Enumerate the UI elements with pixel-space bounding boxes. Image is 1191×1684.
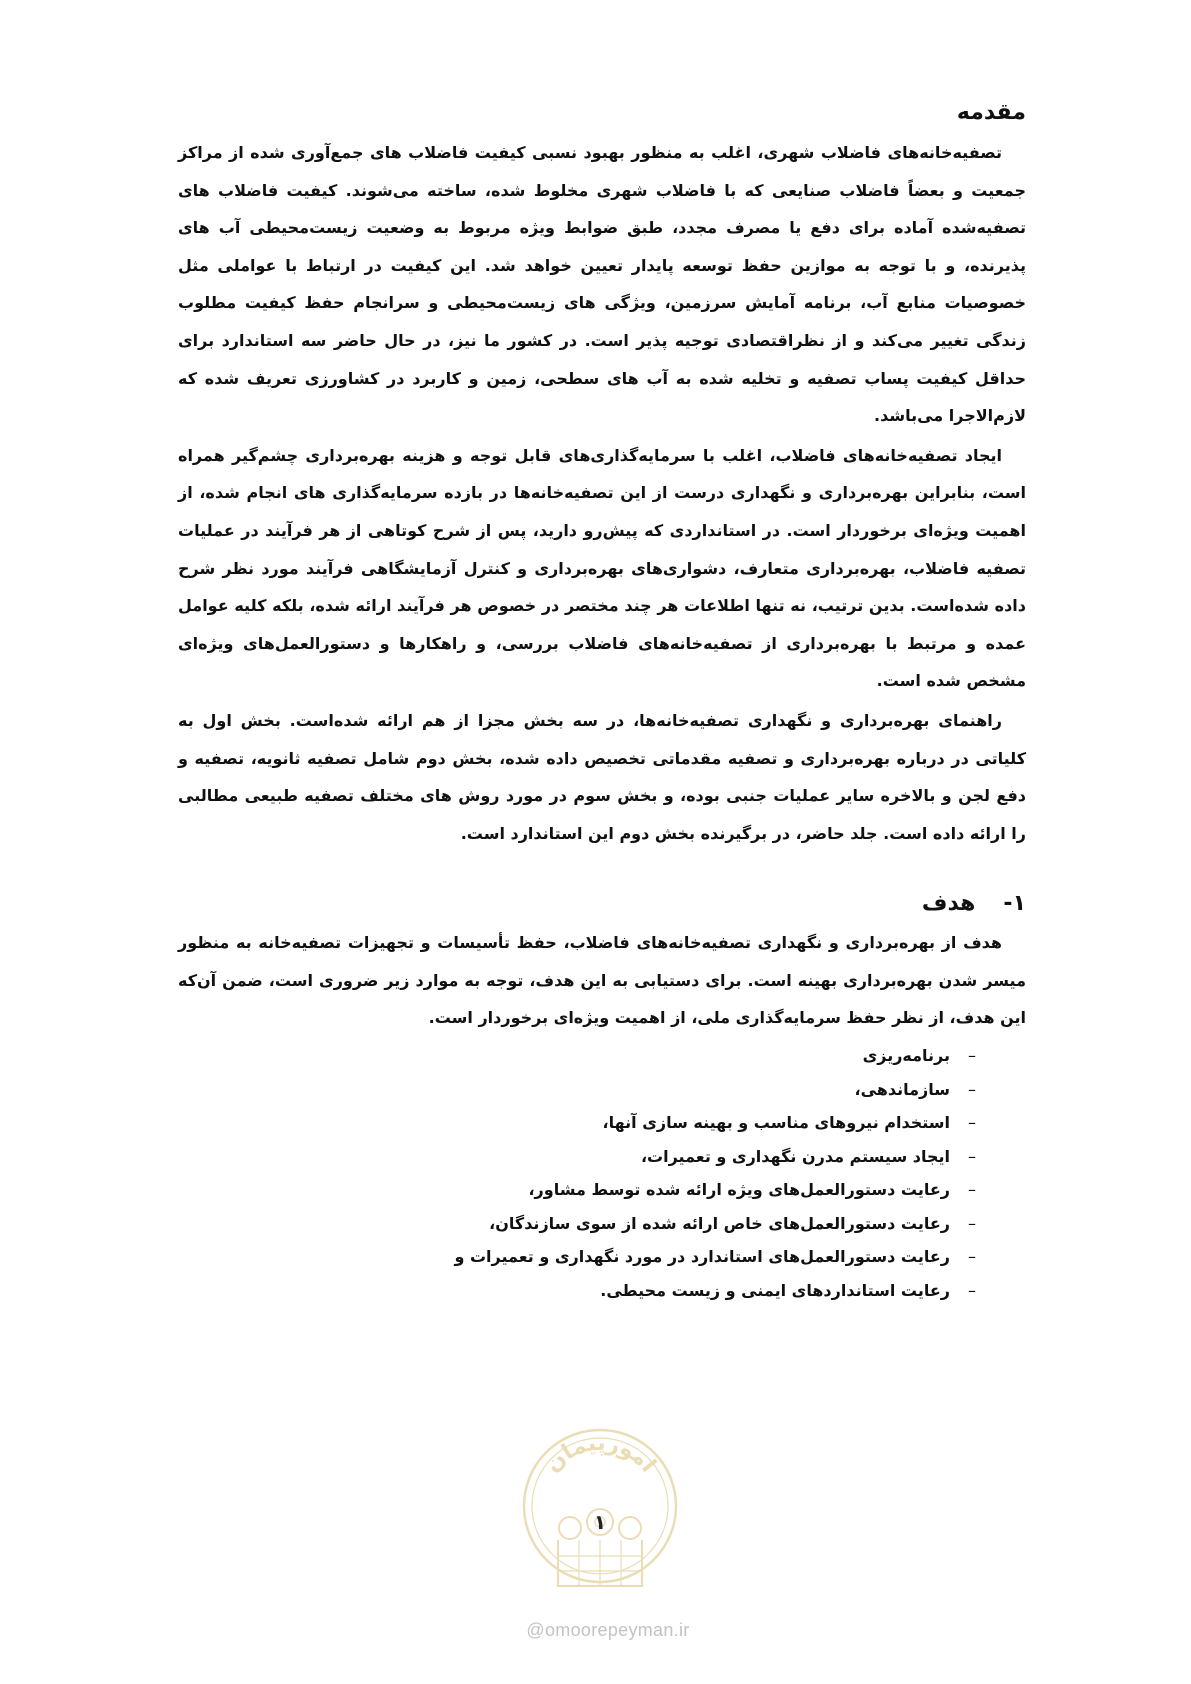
list-item-text: استخدام نیروهای مناسب و بهینه سازی آنها، bbox=[602, 1113, 950, 1133]
intro-paragraph-1: تصفیه‌خانه‌های فاضلاب شهری، اغلب به منظور بهبود نسبی کیفیت فاضلاب های جمع‌آوری شده از مراکز جمعیت و بعضاً فاضلاب صنایعی که با فاضلاب شهری مخلوط شده، ساخته می‌شوند. کیفیت فاضلاب های تصفیه‌شده آماده برای دفع یا مصرف مجدد، طبق ضوابط ویژه مربوط به وضعیت زیست‌محیطی آب های پذیرنده، و با توجه به موازین حفظ توسعه پایدار تعیین خواهد شد. این کیفیت در ارتباط با عواملی مثل خصوصیات منابع آب، برنامه آمایش سرزمین، ویژگی های زیست‌محیطی و سرانجام حفظ کیفیت مطلوب زندگی تغییر می‌کند و از نظراقتصادی توجیه پذیر است. در کشور ما نیز، در حال حاضر سه استاندارد برای حداقل کیفیت پساب تصفیه و تخلیه شده به آب های سطحی، زمین و کاربرد در کشاورزی تعریف شده که لازم‌الاجرا می‌باشد. bbox=[178, 143, 1026, 426]
list-dash: – bbox=[968, 1079, 976, 1099]
list-dash: – bbox=[968, 1247, 976, 1267]
list-dash: – bbox=[968, 1146, 976, 1166]
list-item bbox=[178, 1039, 976, 1073]
list-item-text: رعایت دستورالعمل‌های استاندارد در مورد نگهداری و تعمیرات و bbox=[454, 1247, 950, 1267]
watermark-text: @omoorepeyman.ir bbox=[526, 1620, 690, 1640]
page-content bbox=[178, 96, 1026, 1307]
intro-title: مقدمه bbox=[956, 100, 1026, 125]
section-1-paragraph: هدف از بهره‌برداری و نگهداری تصفیه‌خانه‌های فاضلاب، حفظ تأسیسات و تجهیزات تصفیه‌خانه به منظور میسر شدن بهره‌برداری بهینه است. برای دستیابی به این هدف، توجه به موارد زیر ضروری است، ضمن آن‌که این هدف، از نظر حفظ سرمایه‌گذاری ملی، از اهمیت ویژه‌ای برخوردار است. bbox=[178, 933, 1026, 1028]
list-item bbox=[178, 1240, 976, 1274]
section-1-heading bbox=[178, 884, 1026, 924]
list-item bbox=[178, 1207, 976, 1241]
list-item-text: رعایت دستورالعمل‌های ویژه ارائه شده توسط مشاور، bbox=[528, 1180, 950, 1200]
list-item bbox=[178, 1173, 976, 1207]
list-item-text: رعایت دستورالعمل‌های خاص ارائه شده از سوی سازندگان، bbox=[489, 1213, 950, 1233]
list-dash: – bbox=[968, 1046, 976, 1066]
list-dash: – bbox=[968, 1180, 976, 1200]
section-1-title: هدف bbox=[921, 891, 976, 917]
list-item-text: ایجاد سیستم مدرن نگهداری و تعمیرات، bbox=[640, 1146, 950, 1166]
seal-logo-icon bbox=[518, 1410, 682, 1606]
list-dash: – bbox=[968, 1213, 976, 1233]
list-item bbox=[178, 1073, 976, 1107]
section-1-number: ۱- bbox=[1003, 891, 1026, 917]
requirements-list bbox=[178, 1039, 1026, 1307]
seal-text: امورپیمان bbox=[540, 1430, 661, 1478]
list-item bbox=[178, 1106, 976, 1140]
list-dash: – bbox=[968, 1280, 976, 1300]
list-item bbox=[178, 1274, 976, 1308]
intro-paragraph-2: ایجاد تصفیه‌خانه‌های فاضلاب، اغلب با سرمایه‌گذاری‌های قابل توجه و هزینه بهره‌برداری چشم‌گیر همراه است، بنابراین بهره‌برداری و نگهداری درست از این تصفیه‌خانه‌ها در بازده سرمایه‌گذاری های انجام شده، از اهمیت ویژه‌ای برخوردار است. در استانداردی که پیش‌رو دارید، پس از شرح کوتاهی از هر فرآیند در عملیات تصفیه فاضلاب، بهره‌برداری متعارف، دشواری‌های بهره‌برداری و کنترل آزمایشگاهی فرآیند مورد نظر شرح داده شده‌است. بدین ترتیب، نه تنها اطلاعات هر چند مختصر در خصوص هر فرآیند ارائه شده، بلکه کلیه عوامل عمده و مرتبط با بهره‌برداری از تصفیه‌خانه‌های فاضلاب بررسی، و راهکارها و دستورالعمل‌های ویژه‌ای مشخص شده است. bbox=[178, 445, 1026, 691]
list-item-text: برنامه‌ریزی bbox=[862, 1046, 950, 1066]
list-item bbox=[178, 1140, 976, 1174]
list-item-text: سازماندهی، bbox=[854, 1079, 950, 1099]
svg-text:امورپیمان bbox=[540, 1431, 660, 1477]
page-number: ۱ bbox=[593, 1510, 607, 1534]
list-item-text: رعایت استانداردهای ایمنی و زیست محیطی. bbox=[600, 1280, 950, 1300]
list-dash: – bbox=[968, 1113, 976, 1133]
intro-paragraph-3: راهنمای بهره‌برداری و نگهداری تصفیه‌خانه‌ها، در سه بخش مجزا از هم ارائه شده‌است. بخش اول به کلیاتی در درباره بهره‌برداری و تصفیه مقدماتی تخصیص داده شده، بخش دوم شامل تصفیه ثانویه، تصفیه و دفع لجن و بالاخره سایر عملیات جنبی بوده، و بخش سوم در مورد روش های مختلف تصفیه طبیعی مطالبی را ارائه داده است. جلد حاضر، در برگیرنده بخش دوم این استاندارد است. bbox=[178, 710, 1026, 843]
